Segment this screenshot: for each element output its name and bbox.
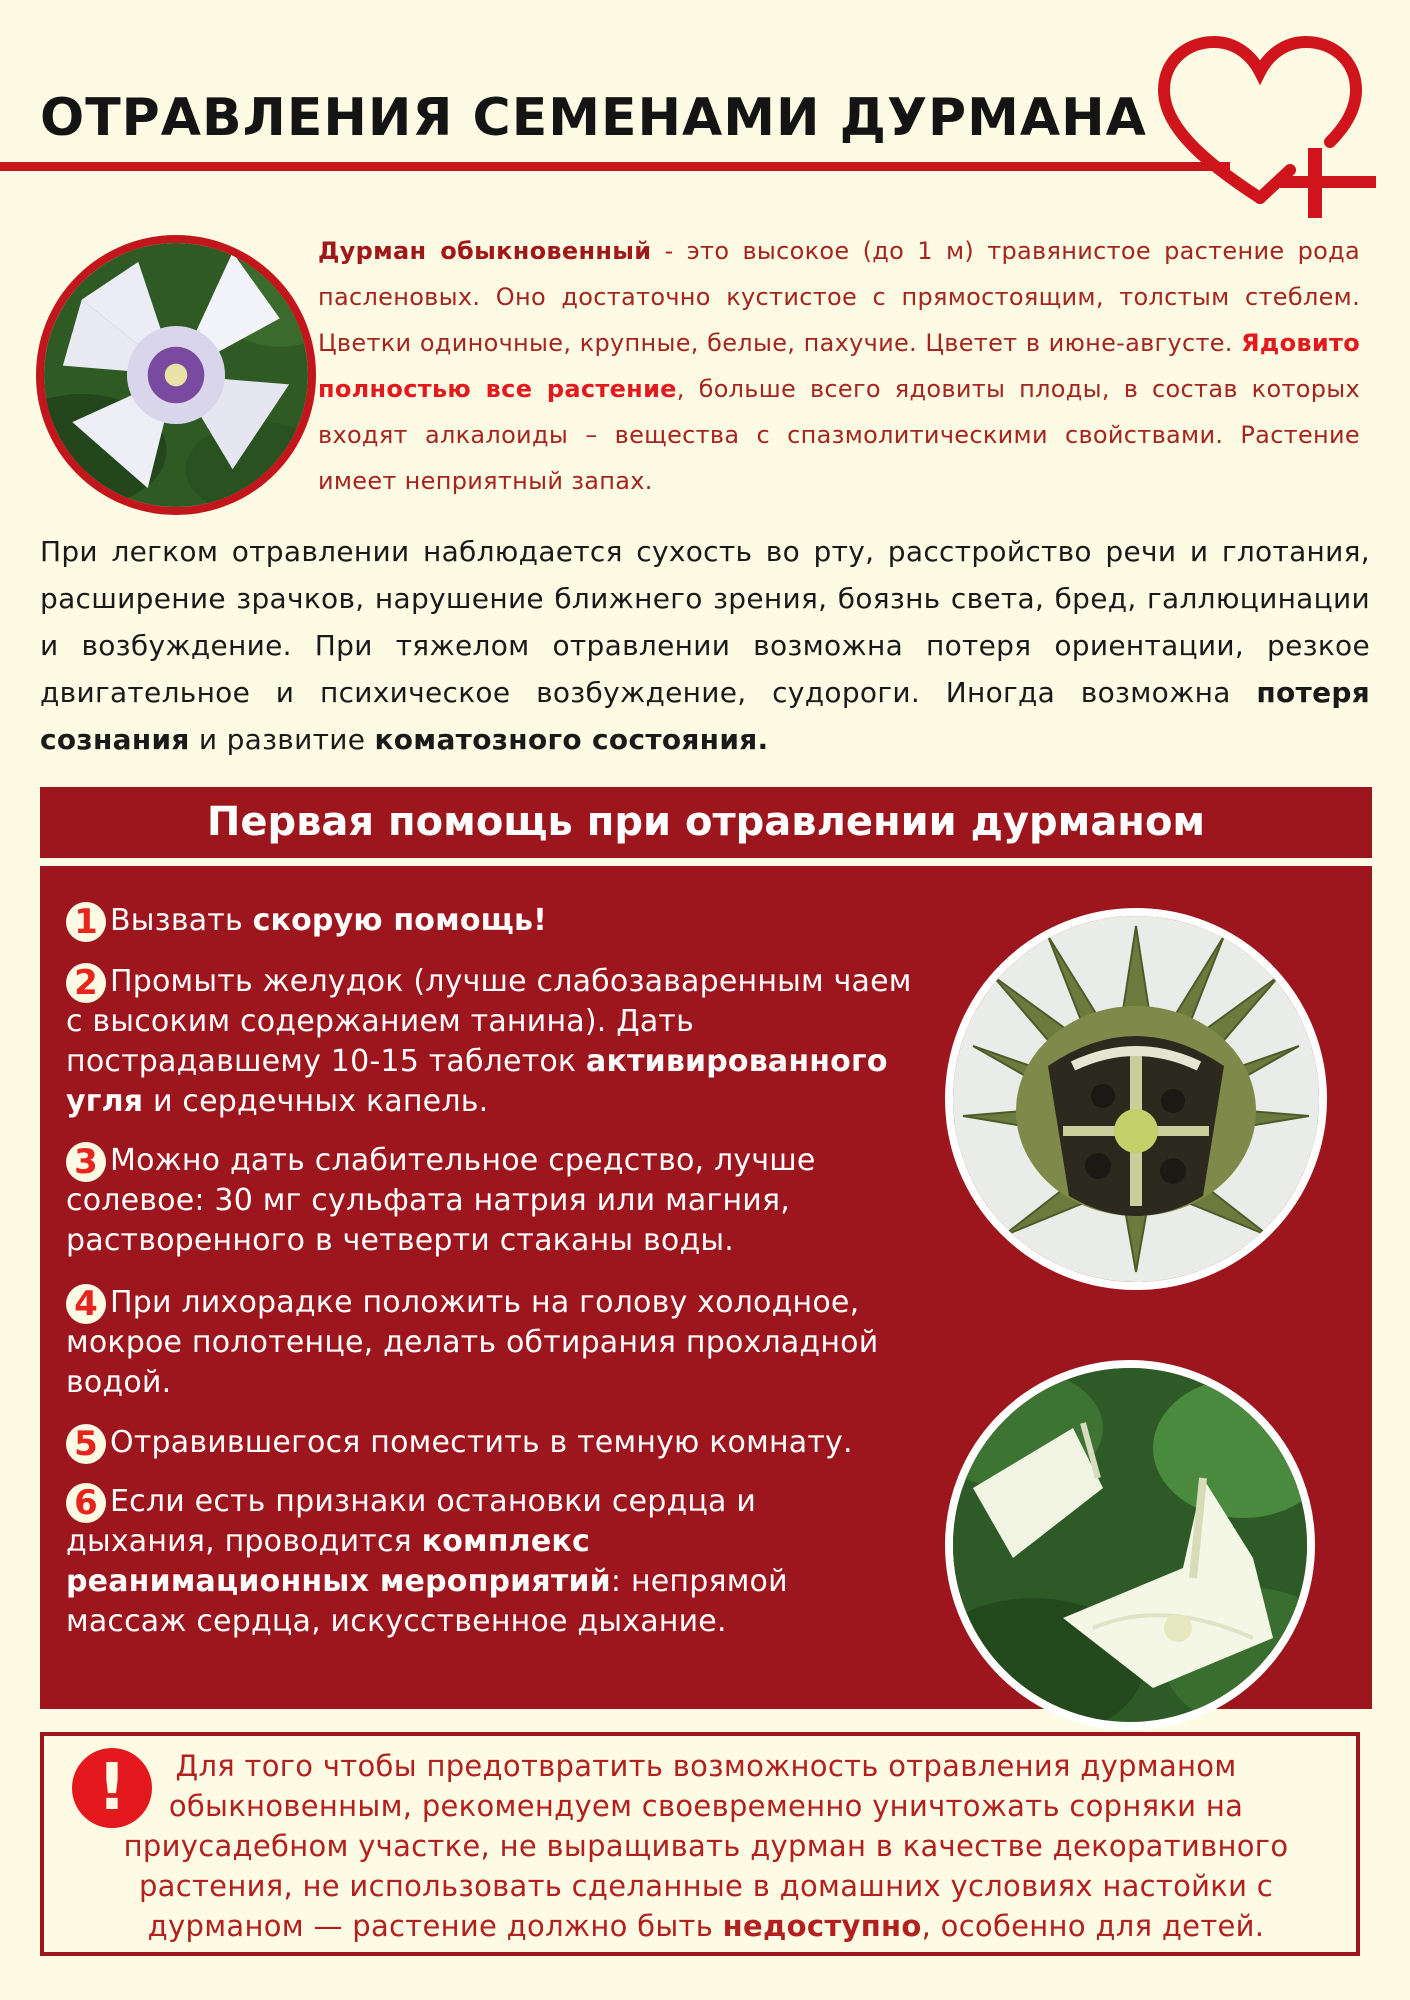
step-6-bold: комплекс реанимационных мероприятий (66, 1524, 611, 1599)
heart-plus-icon (1140, 30, 1380, 220)
step-2-text: Промыть желудок (лучше слабозаваренным чаем с высоким содержанием танина). Дать пострадавшему 10-15 таблеток (66, 964, 912, 1079)
datura-fruit-photo (945, 908, 1327, 1290)
symptoms-bold-2: коматозного состояния. (374, 723, 769, 756)
step-6-text-end: : непрямой массаж сердца, искусственное дыхание. (66, 1564, 788, 1639)
step-number-3: 3 (66, 1142, 106, 1182)
step-3-text: Можно дать слабительное средство, лучше солевое: 30 мг сульфата натрия или магния, растворенного в четверти стаканы воды. (66, 1143, 816, 1258)
page-title: ОТРАВЛЕНИЯ СЕМЕНАМИ ДУРМАНА (40, 88, 1147, 148)
step-4-text: При лихорадке положить на голову холодное, мокрое полотенце, делать обтирания прохладной водой. (66, 1285, 879, 1400)
symptoms-text-1: При легком отравлении наблюдается сухость во рту, расстройство речи и глотания, расширение зрачков, нарушение ближнего зрения, боязнь света, бред, галлюцинации и возбуждение. При тяжелом отравлении возможна потеря ориентации, резкое двигательное и психическое возбуждение, судороги. Иногда возможна (40, 535, 1370, 709)
datura-flower-photo (36, 235, 316, 515)
prevention-text-2: , особенно для детей. (921, 1909, 1265, 1943)
first-aid-step-5 (66, 1423, 926, 1463)
header-divider (0, 162, 1230, 171)
step-number-5: 5 (66, 1424, 106, 1464)
intro-term: Дурман обыкновенный (318, 237, 652, 265)
symptoms-bold-1: потеря сознания (40, 676, 1370, 756)
first-aid-step-4 (66, 1283, 926, 1403)
step-2-bold: активированного угля (66, 1044, 888, 1119)
prevention-text-1: Для того чтобы предотвратить возможность отравления дурманом обыкновенным, рекомендуем своевременно уничтожать сорняки на приусадебном участке, не выращивать дурман в качестве декоративного растения, не использовать сделанные в домашних условиях настойки с дурманом — растение должно быть (123, 1749, 1289, 1943)
prevention-text (116, 1746, 1296, 1946)
intro-text-2: , больше всего ядовиты плоды, в состав которых входят алкалоиды – вещества с спазмолитическими свойствами. Растение имеет неприятный запах. (318, 375, 1360, 495)
datura-fruit-illustration (953, 916, 1319, 1282)
step-number-1: 1 (66, 902, 106, 942)
intro-warning: Ядовито полностью все растение (318, 329, 1360, 403)
trumpet-flowers-illustration (953, 1368, 1307, 1722)
first-aid-step-3 (66, 1141, 926, 1261)
step-5-text: Отравившегося поместить в темную комнату. (110, 1425, 853, 1460)
step-number-2: 2 (66, 963, 106, 1003)
first-aid-title: Первая помощь при отравлении дурманом (206, 799, 1206, 845)
intro-paragraph (318, 228, 1360, 504)
step-1-text: Вызвать (110, 903, 253, 938)
step-1-bold: скорую помощь! (252, 903, 548, 938)
datura-trumpet-flowers-photo (945, 1360, 1315, 1730)
first-aid-step-6 (66, 1482, 866, 1642)
first-aid-step-2 (66, 962, 926, 1122)
datura-flower-illustration (44, 243, 308, 507)
symptoms-text-2: и развитие (189, 723, 375, 756)
symptoms-paragraph (40, 528, 1370, 763)
step-2-text-end: и сердечных капель. (143, 1084, 489, 1119)
prevention-bold: недоступно (722, 1909, 922, 1943)
first-aid-step-1 (66, 901, 926, 941)
step-number-6: 6 (66, 1483, 106, 1523)
prevention-warning-box (40, 1732, 1360, 1956)
exclamation-icon: ! (72, 1748, 152, 1828)
intro-text-1: - это высокое (до 1 м) травянистое растение рода пасленовых. Оно достаточно кустистое с прямостоящим, толстым стеблем. Цветки одиночные, крупные, белые, пахучие. Цветет в июне-августе. (318, 237, 1360, 357)
step-number-4: 4 (66, 1284, 106, 1324)
step-6-text: Если есть признаки остановки сердца и дыхания, проводится (66, 1484, 757, 1559)
first-aid-banner (40, 787, 1372, 858)
